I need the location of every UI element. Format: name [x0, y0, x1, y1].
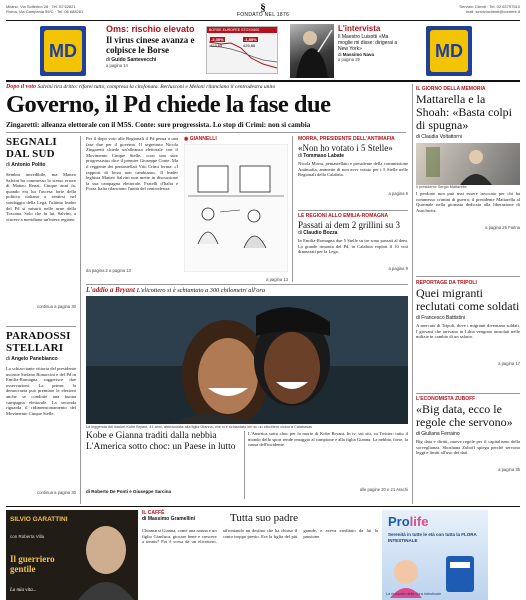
photo-story-text	[248, 431, 408, 499]
prolife-text: Serenità in tutte le età con tutta la FLORA INTESTINALE	[388, 532, 477, 543]
bryant-photo[interactable]	[86, 296, 408, 424]
stock-value-4: 425,86	[243, 43, 256, 48]
photo-story-kicker: L'addio a Bryant	[86, 286, 136, 294]
news-2-byline	[298, 230, 408, 236]
news-2-kicker: LE REGIONI ALLO EMILIA-ROMAGNA	[298, 213, 389, 219]
sidebar-3-headline: «Big data, ecco le regole che servono»	[416, 402, 513, 429]
top-left-byline-name: Guido Santevecchi	[111, 57, 157, 63]
promo-name: SILVIO GARATTINI	[10, 516, 68, 523]
news-1-page: a pagina 6	[388, 191, 408, 196]
editorial-1-body: Sembra incredibile, ma Matteo Salvini ha commesso lo stesso errore di Matteo Renzi. Cinque anni fa, quando era lui l'ascesa forte della politica italiana a sentirsi nel sondaggio della Lega, l'ultimo leader del Pd si misurò nelle urne della Toscana. Solo che fu lui, Salvini, a vincere a meridione un'intera regione.	[6, 172, 76, 222]
lead-kicker-sub: Salvini tira dritto: rifarei tutto, compresa la citofonata. Berlusconi e Meloni rilanciano il centrodestra unito	[37, 84, 276, 90]
md-logo-badge-right: MD	[430, 30, 468, 72]
cartoon-label-text: GIANNELLI	[189, 136, 217, 142]
stock-chart-title: BORSE EUROPEE STOXX600	[207, 27, 277, 33]
promo-tag: La mia vita...	[10, 588, 37, 593]
editorial-1-byline-prefix: di	[6, 162, 10, 168]
stock-value-1: -2,30%	[211, 37, 224, 42]
sidebar-2-headline: Quei migranti reclutati come soldati	[416, 286, 520, 313]
editorial-1-byline	[6, 162, 76, 168]
news-1-headline: «Non ho votato i 5 Stelle»	[298, 143, 393, 153]
top-right-byline-name: Massimo Nava	[342, 52, 375, 57]
sidebar-3-byline: di Giuliana Ferraino	[416, 431, 460, 437]
editorial-segnali[interactable]	[6, 136, 76, 322]
sidebar-1-page: a pagina 25 Farina	[485, 225, 520, 230]
top-story-right-photo	[290, 24, 334, 78]
sidebar-migranti[interactable]	[416, 280, 520, 390]
top-right-kicker: L'intervista	[338, 24, 381, 33]
editorial-1-headline: SEGNALI DAL SUD	[6, 136, 57, 160]
news-1-byline	[298, 153, 408, 159]
caffe-kicker: IL CAFFÈ	[142, 510, 165, 516]
masthead-founded: FONDATO NEL 1876	[236, 12, 290, 18]
prolife-brand-life: life	[409, 514, 429, 529]
stock-value-2: 423,65	[210, 43, 223, 48]
masthead-address-roma: Roma, Via Campania 59/C · Tel. 06 688281	[6, 9, 84, 14]
caffe-byline: di Massimo Gramellini	[142, 516, 196, 522]
top-left-kicker: Oms: rischio elevato	[106, 24, 195, 34]
editorial-2-byline-name: Angelo Panebianco	[11, 356, 58, 362]
sidebar-2-page: a pagina 17	[498, 361, 520, 366]
prolife-ad[interactable]	[382, 510, 488, 600]
lead-body-block[interactable]	[86, 136, 178, 282]
prolife-footer: La rinascita della flora intestinale	[386, 592, 442, 596]
top-right-page: a pagina 29	[338, 57, 360, 62]
promo-sub: con Roberta Villa	[10, 534, 45, 539]
sidebar-2-body: A mercato di Tripoli, dove i migranti diventano soldati. I giovani che arrivano in Libia vengono arruolati nelle milizie in cambio di un salario.	[416, 323, 520, 340]
editorial-1-byline-name: Antonio Polito	[11, 162, 46, 168]
cartoon-label	[184, 136, 288, 142]
news-2-page: a pagina 9	[388, 266, 408, 271]
photo-story-kicker-sub: L'elicottero si è schiantato a 300 chilometri all'ora	[136, 287, 265, 294]
news-1-byline-prefix: di	[298, 153, 302, 159]
news-2-headline: Passati ai dem 2 grillini su 3	[298, 220, 400, 230]
lead-subhead: Zingaretti: alleanza elettorale con il M5S. Conte: sure progressista. Lo stop di Crimi: non si cambia	[6, 121, 311, 129]
cartoon-bullet-icon: ◉	[184, 136, 189, 142]
news-2-body: In Emilia-Romagna due 5 Stelle su tre sono passati al dem. La grande rimonta del Pd, in Calabria explott il 10 voti dimezzati per la Lega.	[298, 238, 408, 255]
ad-md-logo-left[interactable]	[40, 26, 86, 76]
sidebar-1-headline: Mattarella e la Shoah: «Basta colpi di spugna»	[416, 92, 512, 132]
editorial-2-byline-prefix: di	[6, 356, 10, 362]
stock-chart-box	[206, 26, 278, 74]
sidebar-bigdata[interactable]	[416, 396, 520, 504]
editorial-2-byline	[6, 356, 76, 362]
news-1-byline-name: Tommaso Labate	[303, 153, 345, 159]
editorial-2-body: La schiacciante vittoria del presidente uscente Stefano Bonaccini e del Pd in Emilia-Romagna suggerisce due osservazioni. La prima: la democrazia può premiare le elezioni anche se condotte una buona campagna elettorale. La seconda riguarda il ridimensionamento del Movimento Cinque Stelle.	[6, 366, 76, 416]
sidebar-2-kicker: REPORTAGE DA TRIPOLI	[416, 280, 477, 286]
sidebar-1-byline: di Claudia Voltattorni	[416, 134, 462, 140]
cartoon-page: a pagina 13	[266, 277, 288, 282]
editorial-1-page: continua a pagina 30	[37, 304, 76, 309]
top-left-headline: Il virus cinese avanza e colpisce le Borse	[106, 35, 195, 55]
photo-story-headline[interactable]: Kobe e Gianna traditi dalla nebbia L'America sotto choc: un Paese in lutto	[86, 431, 236, 452]
editorial-paradossi[interactable]	[6, 330, 76, 504]
photo-story-page: alle pagine 20 e 21 Arachi	[359, 487, 408, 492]
bryant-photo-illustration	[86, 296, 408, 424]
lead-page: da pagina 2 a pagina 13	[86, 268, 131, 273]
news-1-body: Nicola Morra, pentastellato e presidente della commissione Antimafia, ammette di non aver votato per i 5 Stelle nelle Regionali della Calabria.	[298, 161, 408, 178]
prolife-product-icon	[382, 548, 488, 598]
top-story-left[interactable]	[106, 24, 284, 78]
sidebar-3-page: a pagina 35	[498, 467, 520, 472]
svg-text:§: §	[260, 2, 266, 14]
top-right-byline-prefix: di	[338, 52, 342, 57]
prolife-brand	[388, 514, 428, 529]
news-1-kicker: MORRA, PRESIDENTE DELL'ANTIMAFIA	[298, 136, 395, 142]
sidebar-3-kicker: L'ECONOMISTA ZUBOFF	[416, 396, 476, 402]
lead-kicker: Dopo il voto	[6, 84, 36, 90]
news-2-byline-name: Claudio Bozza	[303, 230, 338, 236]
photo-story-caption: La leggenda del basket Kobe Bryant, 41 anni, abbracciata alla figlia Gianna, che si è schiantato ieri su un elicottero vicino a Calabasas	[86, 425, 313, 429]
masthead-email: mail: servizioclienti@corriere.it	[465, 9, 520, 14]
book-promo[interactable]	[6, 510, 138, 600]
photo-story-body: L'America sotto choc per la morte di Kobe Bryant. In tv, sui siti, su Twitter: tutto il mondo dello sport rende omaggio al campione e alla figlia Gianna. La nebbia, forse, la causa dell'incidente.	[248, 431, 408, 448]
top-right-headline: Il Maestro Luisotti «Ma moglie mi disse: dirigerai a New York»	[338, 34, 398, 52]
editorial-2-headline: PARADOSSI STELLARI	[6, 330, 71, 354]
caffe-headline: Tutta suo padre	[230, 512, 299, 524]
news-morra[interactable]	[298, 136, 408, 206]
news-2-byline-prefix: di	[298, 230, 302, 236]
editorial-2-page: continua a pagina 30	[37, 490, 76, 495]
sidebar-1-kicker: IL GIORNO DELLA MEMORIA	[416, 86, 486, 92]
top-left-page: a pagina 14	[106, 63, 128, 68]
stock-value-3: -1,85%	[244, 37, 257, 42]
caffe-body: Chiamarsi Gianna, come una nonna e un figlio Gianluca, giocare bene e crescere a tennis? Poi è scesa da un elicottero, affrontando un destino che ha chiuso il conto troppo presto. Era la figlia del più grande, e aveva ereditato da lui la passione.	[142, 528, 378, 545]
masthead-left-info	[6, 4, 126, 14]
promo-title: Il guerriero gentile	[10, 554, 55, 574]
masthead-customer-service: Servizio Clienti · Tel. 02 63797510	[459, 4, 520, 9]
top-left-byline-prefix: di	[106, 57, 110, 63]
masthead-address-milano: Milano, Via Solferino 28 · Tel. 02 62821	[6, 4, 76, 9]
lead-headline[interactable]: Governo, il Pd chiede la fase due	[6, 91, 331, 118]
md-logo-badge: MD	[44, 30, 82, 72]
news-grillini[interactable]	[298, 213, 408, 281]
sidebar-photo-caption: Il presidente Sergio Mattarella	[416, 185, 467, 189]
prolife-brand-pro: Pro	[388, 514, 410, 529]
ad-md-logo-right[interactable]	[426, 26, 472, 76]
top-story-right[interactable]	[338, 24, 400, 78]
cartoon-block[interactable]	[184, 136, 288, 282]
sidebar-2-byline: di Francesco Battistini	[416, 315, 465, 321]
cartoon-drawing	[184, 144, 288, 272]
caffe-column[interactable]	[142, 510, 378, 600]
sidebar-1-body: I perdono non può mai essere invocato per chi ha commesso crimini di guerra; il presidente Mattarella al Quirinale nella giornata dedicata alla liberazione di Auschwitz.	[416, 191, 520, 213]
photo-story-kicker-line	[86, 286, 408, 294]
photo-story-byline: di Roberto De Ponti e Giuseppe Sarcina	[86, 489, 172, 494]
lead-body: Per il dopo voto alle Regionali il Pd pensa a una fase due per il governo. Il segretario Nicola Zingaretti chiede un'alleanza elettorale con il Movimento Cinque Stelle, «con una sure progressista» dice il premier Giuseppe Conte. Ma il reggente dei pentastellati Vito Crimi ferma: «I rapporti di forza non cambiano». Il leader leghista Matteo Salvini non mette in discussione la sua campagna elettorale. Fratelli d'Italia e Forza Italia rilanciano l'unità del centrodestra.	[86, 136, 178, 192]
sidebar-mattarella[interactable]	[416, 86, 520, 272]
sidebar-3-body: Big data e diritti, nuove regole per il capitalismo della sorveglianza. Shoshana Zuboff spiega perché servono leggi e limiti all'uso dei dati.	[416, 439, 520, 456]
mattarella-photo	[416, 143, 520, 185]
masthead-right-info	[390, 4, 520, 14]
